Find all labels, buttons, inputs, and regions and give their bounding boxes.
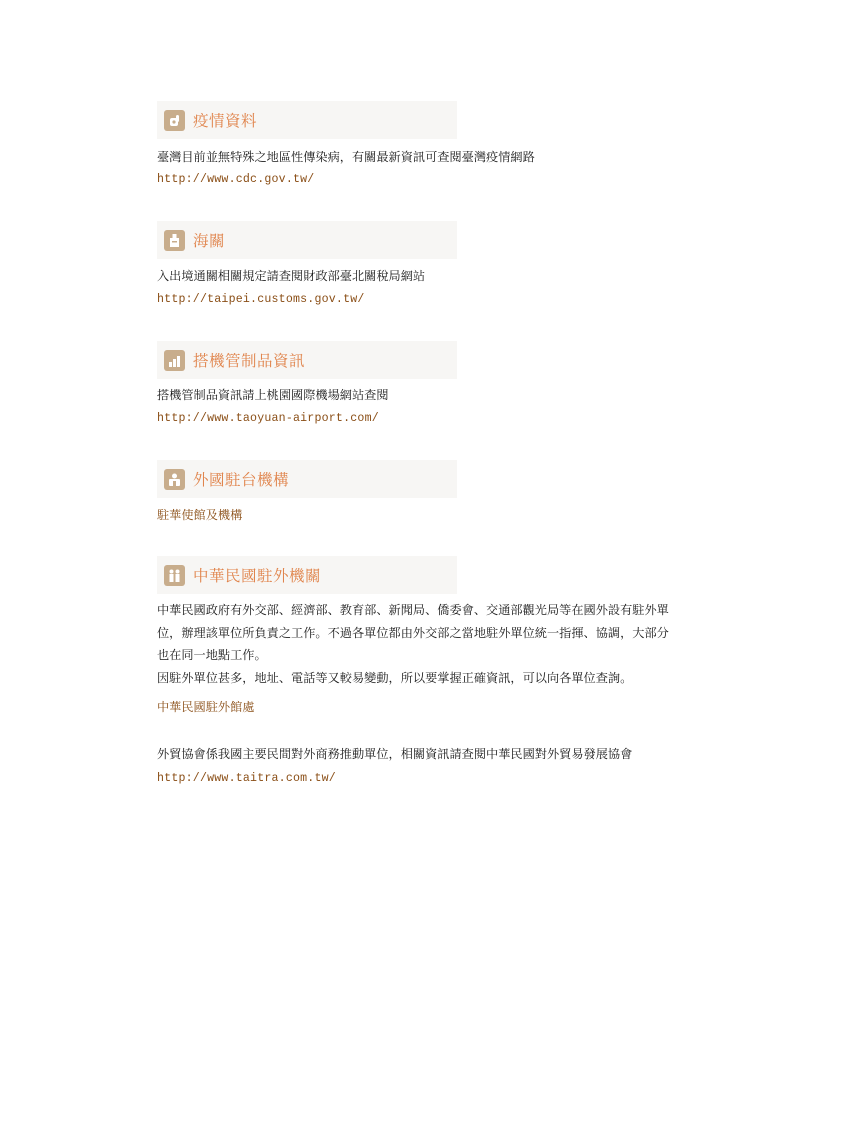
section-title: 搭機管制品資訊 (193, 352, 306, 370)
section-title: 中華民國駐外機關 (193, 567, 322, 585)
section-paragraph (157, 599, 717, 689)
taitra-description: 外貿協會係我國主要民間對外商務推動單位，相關資訊請查閱中華民國對外貿易發展協會 (157, 747, 633, 761)
section-description: 臺灣目前並無特殊之地區性傳染病，有關最新資訊可查閱臺灣疫情網路 (157, 150, 535, 164)
customs-icon (164, 230, 185, 251)
section-title: 疫情資料 (193, 112, 258, 130)
paragraph-line: 因駐外單位甚多，地址、電話等又較易變動，所以要掌握正確資訊，可以向各單位查詢。 (157, 670, 633, 685)
chart-icon (164, 350, 185, 371)
paragraph-line: 也在同一地點工作。 (157, 648, 267, 662)
section-header-epidemic (157, 101, 457, 139)
section-header-foreign-institutions (157, 460, 457, 498)
section-title: 海關 (193, 232, 226, 250)
paragraph-line: 中華民國政府有外交部、經濟部、教育部、新聞局、僑委會、交通部觀光局等在國外設有駐外單 (157, 603, 669, 617)
section-header-roc-overseas (157, 556, 457, 594)
cdc-link[interactable]: http://www.cdc.gov.tw/ (157, 173, 315, 186)
medicine-icon (164, 110, 185, 131)
paragraph-line: 位，辦理該單位所負責之工作。不過各單位都由外交部之當地駐外單位統一指揮、協調，大部分 (157, 625, 669, 640)
section-description: 搭機管制品資訊請上桃園國際機場網站查閱 (157, 388, 389, 402)
customs-link[interactable]: http://taipei.customs.gov.tw/ (157, 293, 365, 306)
office-icon (164, 469, 185, 490)
people-icon (164, 565, 185, 586)
section-header-restricted-items (157, 341, 457, 379)
embassies-link[interactable]: 駐華使館及機構 (157, 508, 243, 522)
section-description: 入出境通關相關規定請查閱財政部臺北關稅局網站 (157, 269, 426, 283)
overseas-missions-link[interactable]: 中華民國駐外館處 (157, 700, 255, 714)
taitra-link[interactable]: http://www.taitra.com.tw/ (157, 772, 336, 785)
section-header-customs (157, 221, 457, 259)
section-title: 外國駐台機構 (193, 471, 290, 489)
airport-link[interactable]: http://www.taoyuan-airport.com/ (157, 412, 379, 425)
